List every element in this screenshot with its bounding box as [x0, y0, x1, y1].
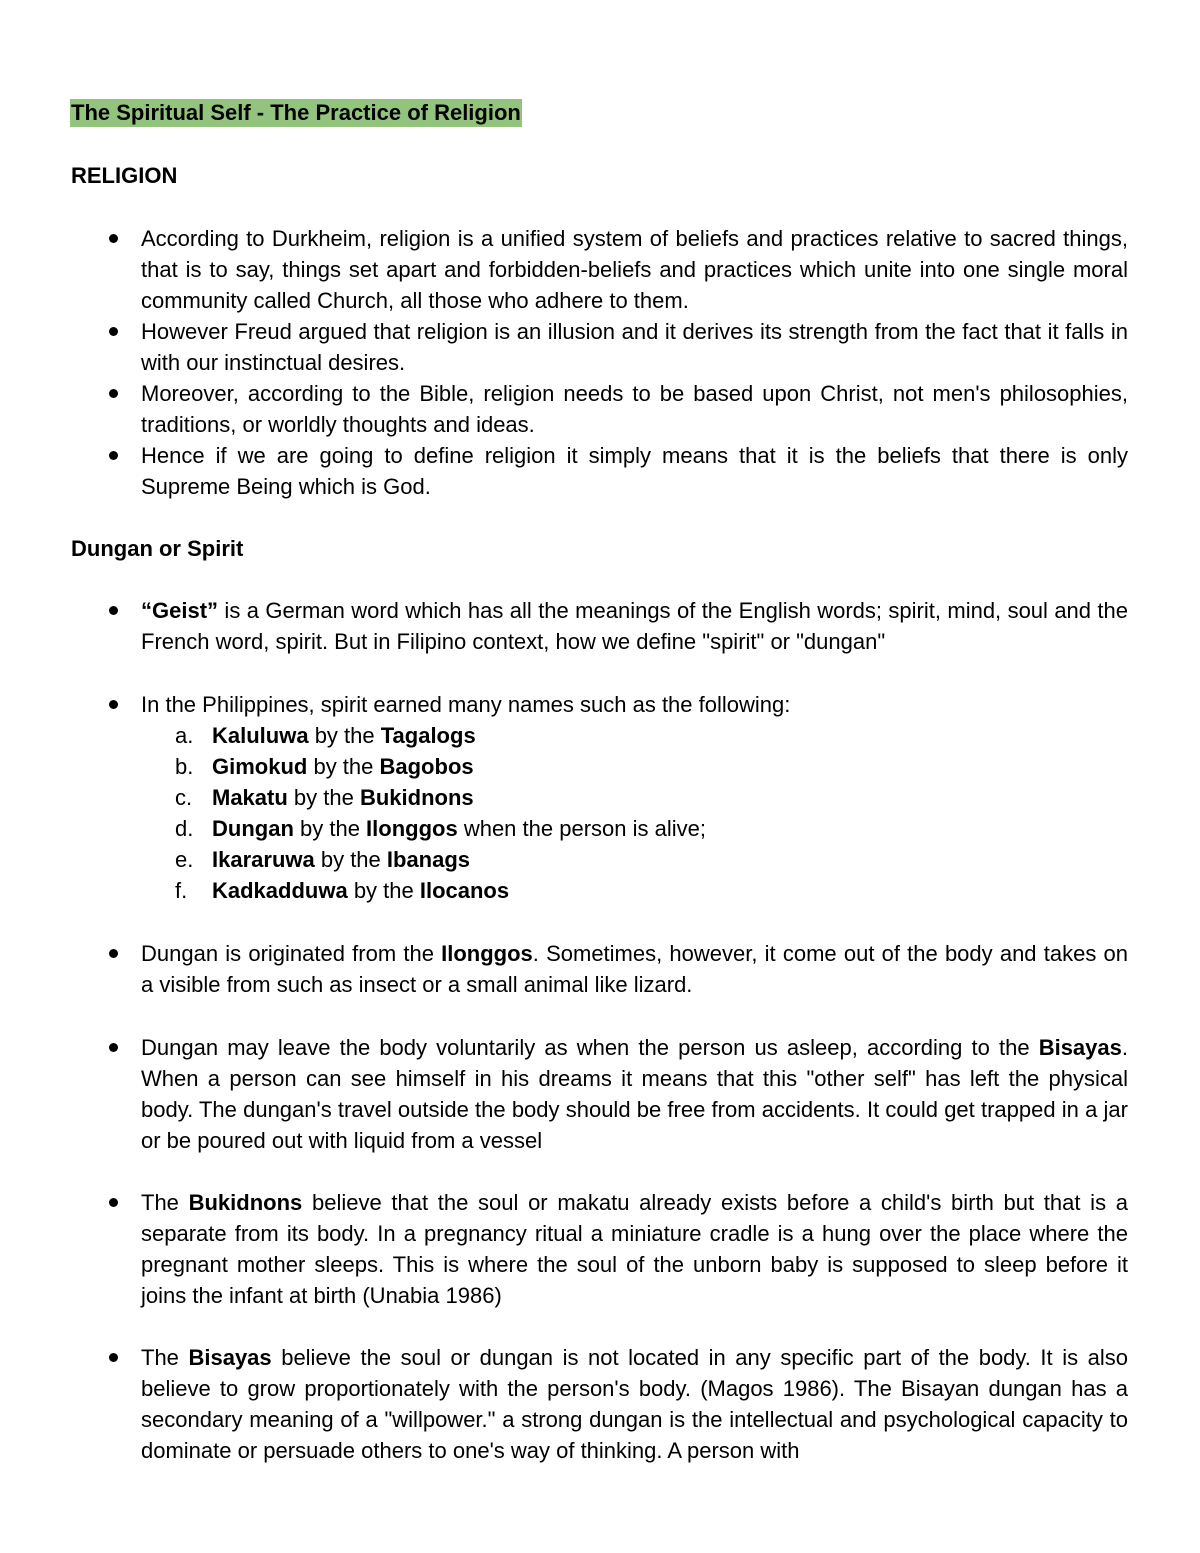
- list-item: [141, 440, 1128, 502]
- bisayas-text: believe the soul or dungan is not located in any specific part of the body. It is also believe to grow proportionately with the person's body. (Magos 1986). The Bisayan dungan has a secondary meaning of a "willpower." a strong dungan is the intellectual and psychological capacity to dominate or persuade others to one's way of thinking. A person with: [141, 1345, 1129, 1463]
- connector-text: by the: [293, 816, 367, 841]
- list-item: [141, 595, 1128, 657]
- spirit-names-list: [175, 720, 1075, 906]
- bullet-icon: [109, 451, 118, 460]
- ethnic-group: Tagalogs: [380, 723, 476, 748]
- bullet-icon: [109, 389, 118, 398]
- spirit-name: Kadkadduwa: [212, 878, 348, 903]
- list-item: [175, 720, 1075, 751]
- list-item: [141, 1032, 1128, 1156]
- section-heading-dungan: Dungan or Spirit: [71, 536, 244, 561]
- list-item: [141, 1187, 1128, 1311]
- ethnic-group: Ilonggos: [366, 816, 458, 841]
- ethnic-group: Ilonggos: [441, 941, 533, 966]
- list-item: [175, 844, 1075, 875]
- connector-text: by the: [287, 785, 360, 810]
- spirit-name: Ikararuwa: [212, 847, 315, 872]
- list-item: [141, 1342, 1128, 1466]
- spirit-name: Makatu: [212, 785, 288, 810]
- paragraph-names-intro: In the Philippines, spirit earned many names such as the following:: [141, 692, 791, 717]
- list-letter: f.: [175, 878, 188, 903]
- origin-text: . Sometimes, however, it come out of the body and takes on a visible from such as insect or a small animal like lizard.: [141, 941, 1128, 997]
- paragraph-bukidnons: [141, 1187, 1128, 1311]
- bullet-icon: [109, 606, 118, 615]
- list-item: [175, 782, 1075, 813]
- paragraph-geist: [141, 595, 1128, 657]
- bullet-icon: [109, 1043, 118, 1052]
- bullet-icon: [109, 700, 118, 709]
- paragraph-leave: [141, 1032, 1128, 1156]
- section-heading-religion: RELIGION: [71, 163, 178, 188]
- bukidnons-text: believe that the soul or makatu already exists before a child's birth but that is a separate from its body. In a pregnancy ritual a miniature cradle is a hung over the place where the pregnant mother sleeps. This is where the soul of the unborn baby is supposed to sleep before it joins the infant at birth (Unabia 1986): [141, 1190, 1128, 1308]
- spirit-name: Gimokud: [212, 754, 308, 779]
- ethnic-group: Ibanags: [386, 847, 471, 872]
- list-letter: e.: [175, 847, 194, 872]
- spirit-name: Kaluluwa: [212, 723, 309, 748]
- bisayas-text: The: [141, 1345, 189, 1370]
- connector-text: by the: [314, 847, 387, 872]
- paragraph-freud: However Freud argued that religion is an illusion and it derives its strength from the fact that it falls in with our instinctual desires.: [141, 319, 1128, 375]
- list-item: [175, 751, 1075, 782]
- paragraph-origin: [141, 938, 1128, 1000]
- leave-text: . When a person can see himself in his dreams it means that this "other self" has left the physical body. The dungan's travel outside the body should be free from accidents. It could get trapped in a jar or be poured out with liquid from a vessel: [141, 1035, 1128, 1153]
- ethnic-group: Bisayas: [1038, 1035, 1122, 1060]
- paragraph-definition: Hence if we are going to define religion it simply means that it is the beliefs that there is only Supreme Being which is God.: [141, 443, 1128, 499]
- list-letter: a.: [175, 723, 194, 748]
- page-title: The Spiritual Self - The Practice of Religion: [71, 100, 521, 125]
- spirit-name: Dungan: [212, 816, 294, 841]
- geist-term: “Geist”: [141, 598, 219, 623]
- bullet-icon: [109, 327, 118, 336]
- bullet-icon: [109, 1353, 118, 1362]
- connector-text: by the: [347, 878, 420, 903]
- geist-text: is a German word which has all the meanings of the English words; spirit, mind, soul and the French word, spirit. But in Filipino context, how we define "spirit" or "dungan": [141, 598, 1128, 654]
- list-item: [141, 223, 1128, 316]
- list-letter: d.: [175, 816, 194, 841]
- bullet-icon: [109, 234, 118, 243]
- ethnic-group: Bukidnons: [359, 785, 474, 810]
- list-letter: b.: [175, 754, 194, 779]
- list-item: [141, 938, 1128, 1000]
- list-item: [175, 875, 1075, 906]
- paragraph-bible: Moreover, according to the Bible, religion needs to be based upon Christ, not men's philosophies, traditions, or worldly thoughts and ideas.: [141, 381, 1128, 437]
- list-letter: c.: [175, 785, 193, 810]
- bukidnons-text: The: [141, 1190, 189, 1215]
- origin-text: Dungan is originated from the: [141, 941, 442, 966]
- ethnic-group: Bukidnons: [188, 1190, 303, 1215]
- ethnic-group: Bisayas: [188, 1345, 272, 1370]
- connector-text: by the: [308, 723, 381, 748]
- connector-text: by the: [307, 754, 380, 779]
- list-item: [175, 813, 1075, 844]
- paragraph-durkheim: According to Durkheim, religion is a unified system of beliefs and practices relative to sacred things, that is to say, things set apart and forbidden-beliefs and practices which unite into one single moral community called Church, all those who adhere to them.: [141, 226, 1128, 313]
- bullet-icon: [109, 949, 118, 958]
- list-item: [141, 689, 1128, 720]
- paragraph-bisayas: [141, 1342, 1128, 1466]
- list-item: [141, 316, 1128, 378]
- ethnic-group: Bagobos: [379, 754, 474, 779]
- ethnic-group: Ilocanos: [419, 878, 510, 903]
- list-item: [141, 378, 1128, 440]
- bullet-icon: [109, 1198, 118, 1207]
- leave-text: Dungan may leave the body voluntarily as when the person us asleep, according to the: [141, 1035, 1039, 1060]
- suffix-text: when the person is alive;: [457, 816, 706, 841]
